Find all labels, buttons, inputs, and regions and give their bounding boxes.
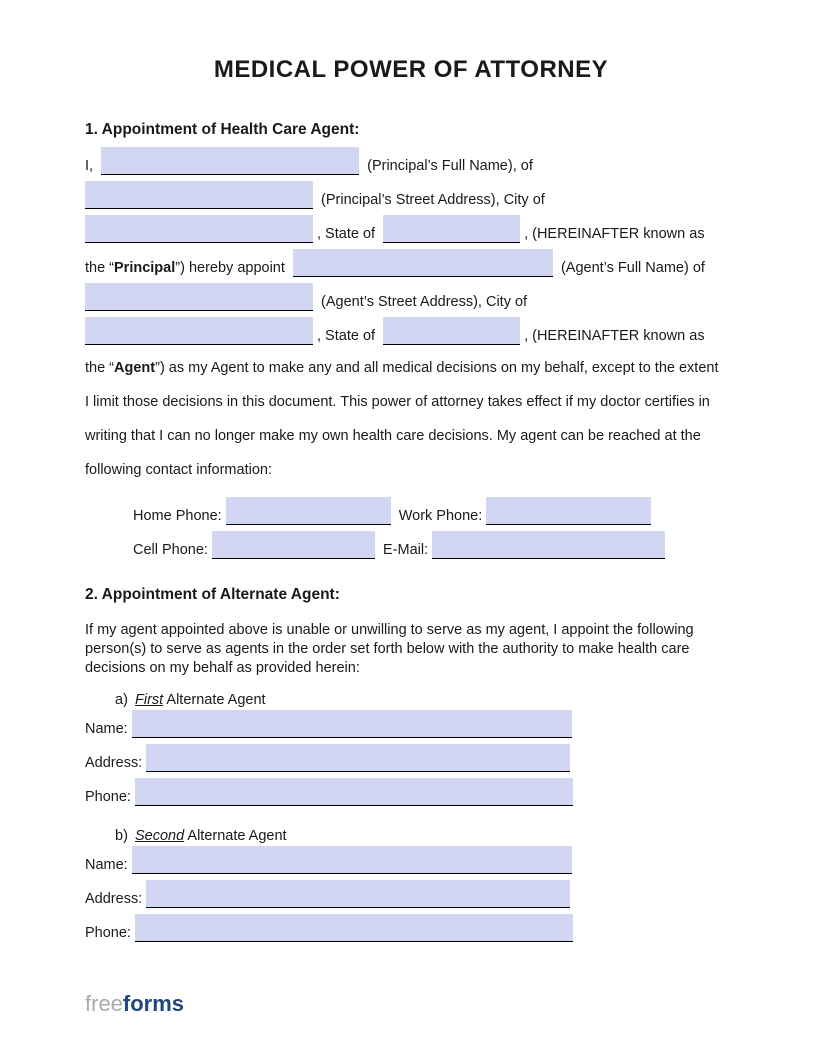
second-alt-phone-row [85, 914, 737, 948]
second-alt-phone-field[interactable] [135, 914, 573, 942]
logo-forms-text: forms [122, 991, 185, 1016]
first-alternate-marker: a) [115, 692, 128, 708]
cell-phone-field[interactable] [212, 531, 375, 559]
line-principal-name [85, 147, 737, 181]
first-alternate-rest: Alternate Agent [163, 692, 266, 708]
principal-street-address-field[interactable] [85, 181, 313, 209]
section-2-paragraph-line-3: decisions on my behalf as provided herein: [85, 660, 360, 676]
first-alt-address-row [85, 744, 737, 778]
agent-full-name-field[interactable] [293, 249, 553, 277]
line-contact-intro: following contact information: [85, 462, 272, 478]
line-principal-address [85, 181, 737, 215]
section-2-paragraph-line-1: If my agent appointed above is unable or unwilling to serve as my agent, I appoint the following [85, 622, 694, 638]
contact-row-1 [133, 497, 737, 531]
line-principal-state-post: , (HEREINAFTER known as [524, 226, 705, 242]
section-2-heading [85, 586, 737, 604]
section-2-paragraph-line-2: person(s) to serve as agents in the order set forth below with the authority to make health care [85, 641, 690, 657]
line-agent-city-state [85, 317, 737, 351]
principal-city-field[interactable] [85, 215, 313, 243]
line-principal-city-state [85, 215, 737, 249]
work-phone-label: Work Phone: [398, 508, 483, 524]
first-alt-address-label: Address: [85, 755, 143, 771]
second-alt-address-field[interactable] [146, 880, 570, 908]
line-principal-address-post: (Principal’s Street Address), City of [317, 192, 545, 208]
first-alternate-fields [85, 710, 737, 812]
line-limit-decisions: I limit those decisions in this document. This power of attorney takes effect if my doctor certifies in [85, 394, 710, 410]
section-2-heading-text: 2. Appointment of Alternate Agent [85, 586, 335, 603]
line-agent-powers-pre1: the “ [85, 360, 115, 376]
first-alt-phone-row [85, 778, 737, 812]
second-alt-name-row [85, 846, 737, 880]
logo-free-text: free [85, 991, 123, 1016]
section-1-heading [85, 121, 737, 139]
freeforms-logo [85, 993, 737, 1015]
line-agent-appointment-pre2: ”) hereby appoint [175, 260, 289, 276]
second-alt-phone-label: Phone: [85, 925, 131, 941]
line-agent-state-mid: , State of [317, 328, 380, 344]
section-1-heading-text: 1. Appointment of Health Care Agent [85, 121, 355, 138]
first-alt-phone-label: Phone: [85, 789, 131, 805]
page-title: MEDICAL POWER OF ATTORNEY [213, 56, 609, 83]
first-alt-address-field[interactable] [146, 744, 570, 772]
email-label: E-Mail: [383, 542, 429, 558]
second-alternate-rest: Alternate Agent [184, 828, 287, 844]
line-agent-address-post: (Agent’s Street Address), City of [317, 294, 528, 310]
line-agent-appointment-pre1: the “ [85, 260, 115, 276]
second-alternate-agent-item [115, 826, 737, 846]
second-alt-name-field[interactable] [132, 846, 572, 874]
section-2-paragraph [85, 621, 737, 678]
cell-phone-label: Cell Phone: [133, 542, 208, 558]
agent-city-field[interactable] [85, 317, 313, 345]
second-alternate-marker: b) [115, 828, 128, 844]
line-agent-address [85, 283, 737, 317]
second-alternate-word: Second [135, 828, 185, 844]
second-alt-address-row [85, 880, 737, 914]
contact-info-block [133, 497, 737, 565]
agent-state-field[interactable] [383, 317, 520, 345]
line-doctor-certifies: writing that I can no longer make my own health care decisions. My agent can be reached at the [85, 428, 701, 444]
section-2-heading-colon: : [334, 586, 340, 603]
second-alt-name-label: Name: [85, 857, 128, 873]
section-1-heading-colon: : [354, 121, 360, 138]
line-agent-appointment [85, 249, 737, 283]
first-alt-name-field[interactable] [132, 710, 572, 738]
principal-full-name-field[interactable] [101, 147, 359, 175]
agent-street-address-field[interactable] [85, 283, 313, 311]
second-alt-address-label: Address: [85, 891, 143, 907]
line-agent-appointment-post: (Agent’s Full Name) of [556, 260, 705, 276]
home-phone-field[interactable] [226, 497, 391, 525]
first-alternate-word: First [135, 692, 164, 708]
section-1-body [85, 147, 737, 487]
first-alt-name-row [85, 710, 737, 744]
line-principal-name-pre: I, [85, 158, 98, 174]
second-alternate-fields [85, 846, 737, 948]
first-alt-phone-field[interactable] [135, 778, 573, 806]
home-phone-label: Home Phone: [133, 508, 222, 524]
first-alt-name-label: Name: [85, 721, 128, 737]
line-agent-state-post: , (HEREINAFTER known as [524, 328, 705, 344]
first-alternate-agent-item [115, 690, 737, 710]
agent-term: Agent [114, 360, 156, 376]
contact-row-2 [133, 531, 737, 565]
principal-state-field[interactable] [383, 215, 520, 243]
principal-term: Principal [114, 260, 176, 276]
line-principal-name-post: (Principal’s Full Name), of [363, 158, 533, 174]
email-field[interactable] [432, 531, 665, 559]
line-principal-state-mid: , State of [317, 226, 380, 242]
line-agent-powers-rest: ”) as my Agent to make any and all medical decisions on my behalf, except to the extent [155, 360, 719, 376]
work-phone-field[interactable] [486, 497, 651, 525]
line-agent-powers [85, 351, 737, 385]
